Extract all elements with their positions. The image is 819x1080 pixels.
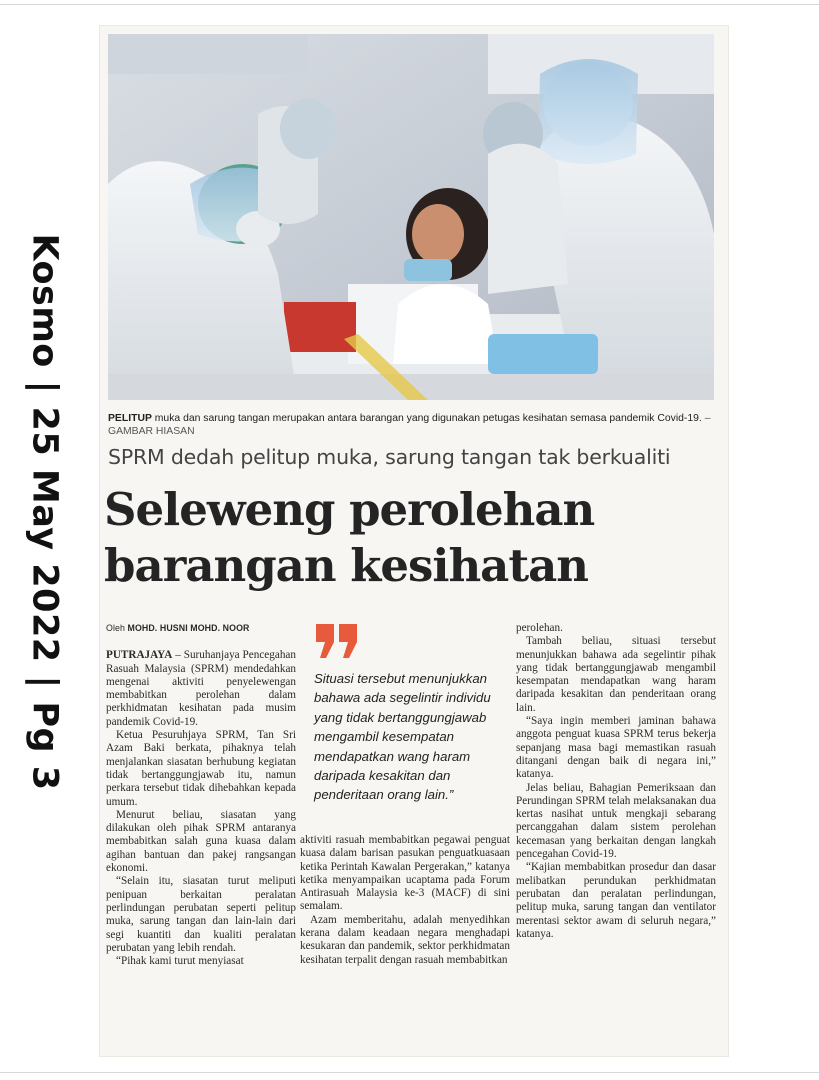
paragraph: Menurut beliau, siasatan yang dilakukan oleh pihak SPRM antaranya membabitkan salah guna kuasa dalam agihan bantuan dan pakej rangsangan ekonomi. (106, 808, 296, 875)
paragraph-text: – Suruhanjaya Pencegahan Rasuah Malaysia (SPRM) mendedahkan mengenai aktiviti penyelewengan membabitkan perolehan dalam perkhidmatan kesihatan pada musim pandemik Covid-19. (106, 649, 296, 728)
paragraph: perolehan. (516, 622, 563, 634)
byline-author: MOHD. HUSNI MOHD. NOOR (127, 623, 250, 633)
frame-top-line (0, 4, 819, 5)
byline-prefix: Oleh (106, 623, 128, 633)
article-column-1 (106, 622, 296, 968)
quote-mark-icon (314, 624, 360, 658)
covid-testing-photo-illustration (108, 34, 714, 400)
source-label-vertical (10, 222, 80, 802)
caption-lead: PELITUP (108, 413, 152, 424)
caption-text: muka dan sarung tangan merupakan antara barangan yang digunakan petugas kesihatan semasa pandemik Covid-19. (151, 413, 705, 424)
headline-line-2: barangan kesihatan (104, 539, 588, 592)
pull-quote (314, 624, 510, 805)
byline (106, 622, 296, 635)
photo-caption (108, 412, 714, 438)
news-photo (108, 34, 714, 400)
paragraph: Ketua Pesuruhjaya SPRM, Tan Sri Azam Baki berkata, pihaknya telah menjalankan siasatan berhubung kegiatan tidak bertanggungjawab itu, namun perkara tersebut tidak dihebahkan kepada umum. (106, 729, 296, 808)
paragraph (106, 649, 296, 729)
paragraph: “Pihak kami turut menyiasat (116, 955, 244, 968)
headline (104, 482, 720, 594)
paragraph: “Selain itu, siasatan turut meliputi penipuan berkaitan peralatan perlindungan perubatan seperti pelitup muka, sarung tangan dan lain-lain dari segi kuantiti dan kualiti peralatan perubatan yang lebih rendah. (106, 875, 296, 954)
caption-credit: – GAMBAR HIASAN (108, 413, 711, 437)
paragraph: Jelas beliau, Bahagian Pemeriksaan dan Perundingan SPRM telah melaksanakan dua kertas nasihat untuk mengkaji sebarang percanggahan dalam sistem perolehan kecemasan yang berkaitan dengan langkah pencegahan Covid-19. (516, 781, 716, 861)
headline-line-1: Seleweng perolehan (104, 483, 595, 536)
frame-bottom-line (0, 1072, 819, 1073)
kicker-subheadline: SPRM dedah pelitup muka, sarung tangan tak berkualiti (108, 445, 671, 469)
article-column-2 (300, 834, 510, 967)
paragraph: aktiviti rasuah membabitkan pegawai penguat kuasa dalam barisan pasukan penguatkuasaan ketika Perintah Kawalan Pergerakan,” katanya ketika menyampaikan ucaptama pada Forum Antirasuah Malaysia ke-3 (MACF) di sini semalam. (300, 834, 510, 913)
paragraph: “Saya ingin memberi jaminan bahawa anggota penguat kuasa SPRM terus bekerja sepanjang masa bagi memastikan rasuah ditangani dengan baik di negara ini,” katanya. (516, 715, 716, 781)
dateline: PUTRAJAYA (106, 649, 173, 662)
source-label-text: Kosmo | 25 May 2022 | Pg 3 (25, 233, 65, 791)
pull-quote-text: Situasi tersebut menunjukkan bahawa ada segelintir individu yang tidak bertanggungjawab mengambil kesempatan mendapatkan wang haram daripada kesakitan dan penderitaan orang lain.” (314, 671, 491, 803)
article-column-3 (516, 622, 716, 941)
paragraph: Tambah beliau, situasi tersebut menunjukkan bahawa ada segelintir pihak yang tidak bertanggungjawab mengambil kesempatan mendapatkan wang haram daripada kesakitan dan penderitaan orang lain. (516, 635, 716, 714)
newspaper-clipping (100, 26, 728, 1056)
paragraph: Azam memberitahu, adalah menyedihkan kerana dalam keadaan negara menghadapi kesukaran dan pandemik, sektor perkhidmatan kesihatan terpalit dengan rasuah membabitkan (300, 913, 510, 966)
paragraph: “Kajian membabitkan prosedur dan dasar melibatkan perundukan perkhidmatan perubatan dan peralatan perlindungan, pelitup muka, sarung tangan dan ventilator merentasi sektor awam di seluruh negara,” katanya. (516, 861, 716, 940)
